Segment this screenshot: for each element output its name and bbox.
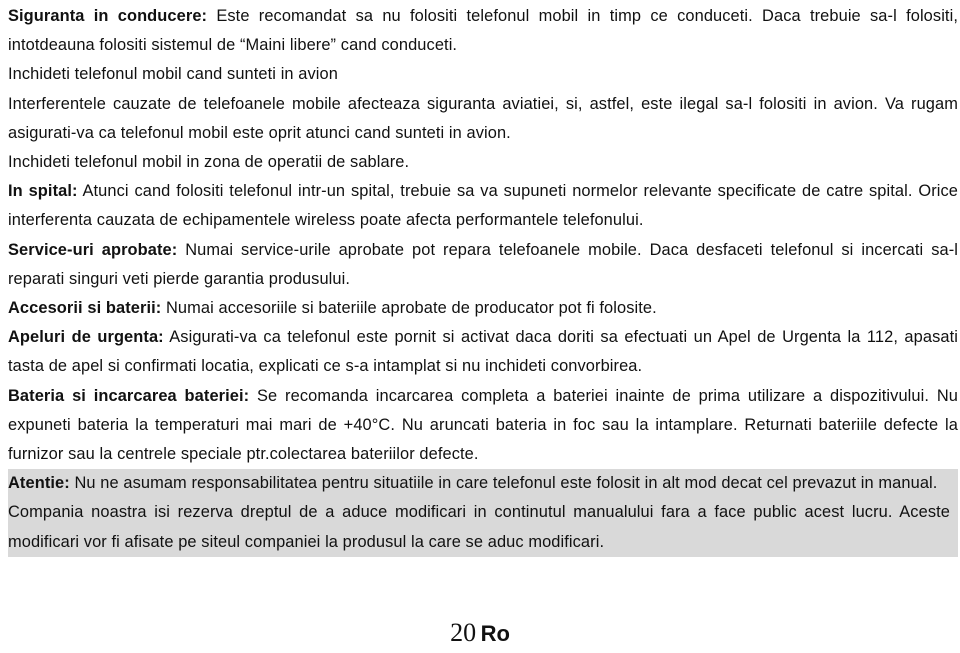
battery-text: Se recomanda incarcarea completa a bateriei inainte de prima utilizare a dispozitivului. Nu expuneti bateria la temperaturi mai mari de +40°C. Nu aruncati bateria in foc sau la intamplare. Returnati bateriile defecte la furnizor sau la centrele speciale ptr.colectarea bateriilor defecte.	[8, 386, 958, 464]
blasting-paragraph	[8, 148, 958, 177]
page-footer	[0, 618, 960, 648]
accessories-paragraph	[8, 294, 958, 323]
attention-heading: Atentie:	[8, 474, 70, 493]
highlighted-notice-block	[8, 469, 958, 557]
emergency-text: Asigurati-va ca telefonul este pornit si activat daca doriti sa efectuati un Apel de Urgenta la 112, apasati tasta de apel si confirmati locatia, explicati ce s-a intamplat si nu inchideti convorbirea.	[8, 328, 958, 376]
driving-safety-text: Este recomandat sa nu folositi telefonul mobil in timp ce conduceti. Daca trebuie sa-l folositi, intotdeauna folositi sistemul de “Maini libere” cand conduceti.	[8, 7, 958, 55]
driving-safety-heading: Siguranta in conducere:	[8, 7, 208, 25]
plane-text-paragraph	[8, 90, 958, 148]
plane-heading: Inchideti telefonul mobil cand sunteti in avion	[8, 65, 338, 84]
company-paragraph	[8, 498, 950, 556]
service-heading: Service-uri aprobate:	[8, 240, 178, 259]
plane-heading-paragraph	[8, 60, 958, 89]
accessories-heading: Accesorii si baterii:	[8, 299, 162, 318]
blasting-text: Inchideti telefonul mobil in zona de operatii de sablare.	[8, 153, 410, 172]
emergency-heading: Apeluri de urgenta:	[8, 328, 164, 347]
accessories-text: Numai accesoriile si bateriile aprobate de producator pot fi folosite.	[161, 299, 657, 318]
attention-paragraph	[8, 469, 950, 498]
plane-text: Interferentele cauzate de telefoanele mobile afecteaza siguranta aviatiei, si, astfel, este ilegal sa-l folositi in avion. Va rugam asigurati-va ca telefonul mobil este oprit atunci cand sunteti in avion.	[8, 94, 958, 142]
hospital-text: Atunci cand folositi telefonul intr-un spital, trebuie sa va supuneti normelor relevante specificate de catre spital. Orice interferenta cauzata de echipamentele wireless poate afecta performantele telefonului.	[8, 182, 959, 230]
hospital-heading: In spital:	[8, 182, 78, 201]
manual-text-body	[8, 2, 958, 557]
emergency-paragraph	[8, 323, 958, 381]
page-number: 20	[450, 618, 477, 647]
driving-safety-paragraph	[8, 2, 958, 60]
battery-paragraph	[8, 382, 958, 470]
service-paragraph	[8, 236, 958, 294]
language-code: Ro	[480, 621, 510, 646]
attention-text: Nu ne asumam responsabilitatea pentru situatiile in care telefonul este folosit in alt mod decat cel prevazut in manual.	[69, 474, 938, 493]
battery-heading: Bateria si incarcarea bateriei:	[8, 386, 250, 405]
company-text: Compania noastra isi rezerva dreptul de a aduce modificari in continutul manualului fara a face public acest lucru. Aceste modificari vor fi afisate pe siteul companiei la produsul la care se aduc modificari.	[8, 503, 950, 551]
service-text: Numai service-urile aprobate pot repara telefoanele mobile. Daca desfaceti telefonul si incercati sa-l reparati singuri veti pierde garantia produsului.	[8, 240, 959, 288]
hospital-paragraph	[8, 177, 958, 235]
